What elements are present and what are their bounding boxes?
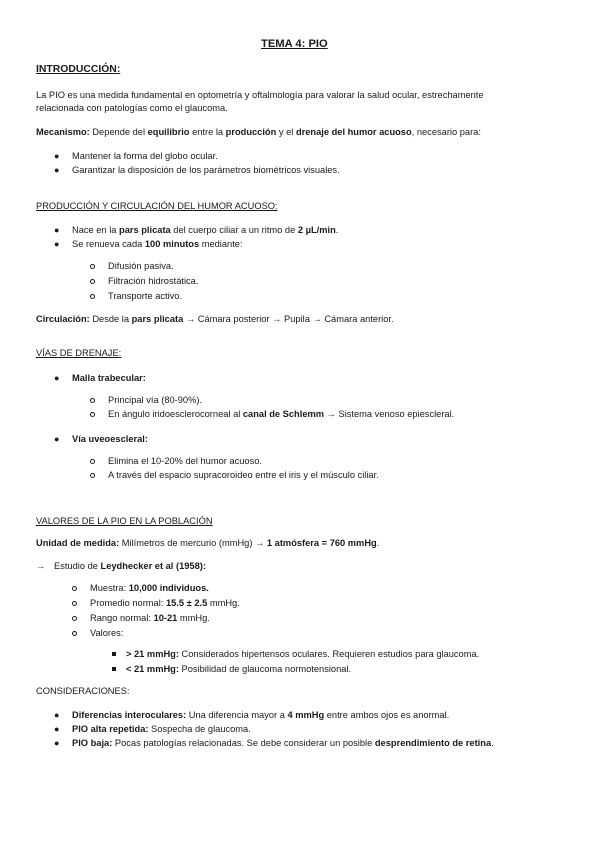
list-item: Mantener la forma del globo ocular.	[72, 151, 218, 161]
arrow-icon: →	[36, 561, 46, 571]
sub-bullet-icon	[90, 473, 95, 478]
sub-list-item: Difusión pasiva.	[108, 261, 174, 271]
estudio-line: Estudio de Leydhecker et al (1958):	[54, 561, 206, 571]
circulacion-paragraph: Circulación: Desde la pars plicata → Cámara posterior → Pupila → Cámara anterior.	[36, 314, 394, 324]
sub-sub-list-item: > 21 mmHg: Considerados hipertensos oculares. Requieren estudios para glaucoma.	[126, 649, 480, 659]
sub-bullet-icon	[90, 459, 95, 464]
square-bullet-icon	[112, 652, 116, 656]
bullet-icon: ●	[54, 239, 60, 249]
bullet-icon: ●	[54, 710, 60, 720]
sub-bullet-icon	[72, 631, 77, 636]
sub-list-item: Principal vía (80-90%).	[108, 395, 203, 405]
bullet-icon: ●	[54, 738, 60, 748]
sub-list-item: Filtración hidrostática.	[108, 276, 199, 286]
section-heading-valores: VALORES DE LA PIO EN LA POBLACIÓN	[36, 516, 213, 526]
sub-sub-list-item: < 21 mmHg: Posibilidad de glaucoma normotensional.	[126, 664, 352, 674]
list-item: Garantizar la disposición de los parámetros biométricos visuales.	[72, 165, 340, 175]
sub-bullet-icon	[72, 601, 77, 606]
list-item: PIO alta repetida: Sospecha de glaucoma.	[72, 724, 251, 734]
list-item: Diferencias interoculares: Una diferencia mayor a 4 mmHg entre ambos ojos es anormal.	[72, 710, 450, 720]
sub-bullet-icon	[72, 586, 77, 591]
mecanismo-paragraph: Mecanismo: Depende del equilibrio entre la producción y el drenaje del humor acuoso, necesario para:	[36, 127, 481, 137]
sub-list-item: En ángulo iridoesclerocorneal al canal de Schlemm → Sistema venoso epiescleral.	[108, 409, 455, 419]
bullet-icon: ●	[54, 434, 60, 444]
sub-list-item: Valores:	[90, 628, 124, 638]
list-item: Nace en la pars plicata del cuerpo ciliar a un ritmo de 2 µL/min.	[72, 225, 339, 235]
list-item: PIO baja: Pocas patologías relacionadas. Se debe considerar un posible desprendimiento de retina.	[72, 738, 494, 748]
bullet-icon: ●	[54, 165, 60, 175]
bullet-icon: ●	[54, 724, 60, 734]
section-heading-introduccion: INTRODUCCIÓN:	[36, 64, 121, 75]
bullet-icon: ●	[54, 373, 60, 383]
bullet-icon: ●	[54, 225, 60, 235]
section-heading-drenaje: VÍAS DE DRENAJE:	[36, 348, 122, 358]
page-title: TEMA 4: PIO	[261, 38, 328, 50]
list-item: Vía uveoescleral:	[72, 434, 148, 444]
sub-list-item: Promedio normal: 15.5 ± 2.5 mmHg.	[90, 598, 240, 608]
sub-bullet-icon	[90, 264, 95, 269]
sub-bullet-icon	[90, 294, 95, 299]
sub-list-item: Muestra: 10,000 individuos.	[90, 583, 209, 593]
sub-list-item: A través del espacio supracoroideo entre el iris y el músculo ciliar.	[108, 470, 379, 480]
bullet-icon: ●	[54, 151, 60, 161]
intro-paragraph-line2: relacionada con patologías como el glaucoma.	[36, 103, 228, 113]
square-bullet-icon	[112, 667, 116, 671]
sub-bullet-icon	[90, 412, 95, 417]
list-item: Malla trabecular:	[72, 373, 146, 383]
sub-bullet-icon	[90, 279, 95, 284]
sub-list-item: Transporte activo.	[108, 291, 183, 301]
sub-bullet-icon	[90, 398, 95, 403]
sub-bullet-icon	[72, 616, 77, 621]
sub-list-item: Rango normal: 10-21 mmHg.	[90, 613, 210, 623]
intro-paragraph-line1: La PIO es una medida fundamental en optometría y oftalmología para valorar la salud ocular, estrechamente	[36, 90, 484, 100]
sub-list-item: Elimina el 10-20% del humor acuoso.	[108, 456, 262, 466]
section-heading-consideraciones: CONSIDERACIONES:	[36, 686, 130, 696]
list-item: Se renueva cada 100 minutos mediante:	[72, 239, 243, 249]
unidad-paragraph: Unidad de medida: Milímetros de mercurio (mmHg) → 1 atmósfera = 760 mmHg.	[36, 538, 380, 548]
section-heading-produccion: PRODUCCIÓN Y CIRCULACIÓN DEL HUMOR ACUOSO:	[36, 201, 278, 211]
